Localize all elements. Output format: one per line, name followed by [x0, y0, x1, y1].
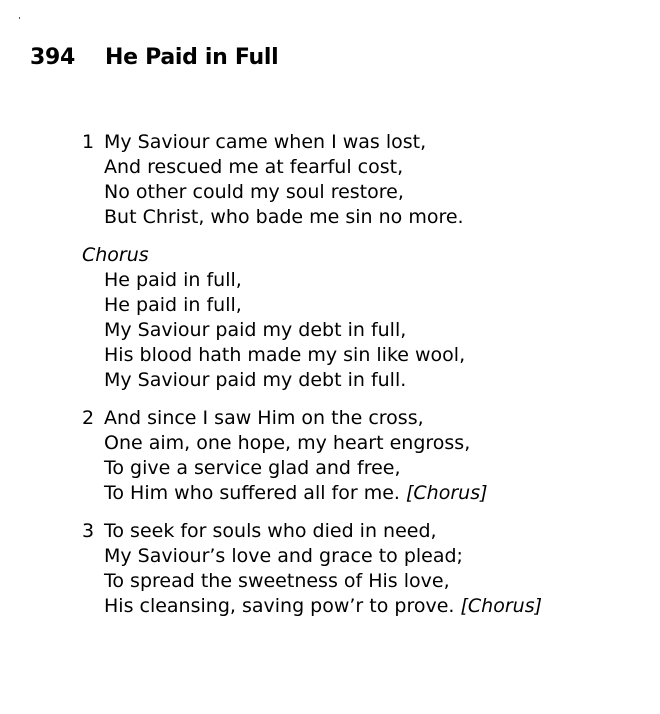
- verse-number: 1: [82, 131, 95, 153]
- chorus-heading: Chorus: [82, 244, 149, 266]
- chorus-line: His blood hath made my sin like wool,: [104, 344, 466, 366]
- verse-line: But Christ, who bade me sin no more.: [104, 206, 464, 228]
- verse-line: My Saviour’s love and grace to plead;: [104, 545, 463, 567]
- verse-3: [82, 519, 542, 619]
- hymn-header: [30, 45, 278, 70]
- verse-line: One aim, one hope, my heart engross,: [104, 432, 471, 454]
- verse-line: And rescued me at fearful cost,: [104, 156, 404, 178]
- chorus-reference: [Chorus]: [406, 482, 488, 504]
- chorus-line: He paid in full,: [104, 269, 242, 291]
- hymn-title: He Paid in Full: [105, 45, 279, 70]
- verse-line: To give a service glad and free,: [104, 457, 401, 479]
- verse-line: No other could my soul restore,: [104, 181, 404, 203]
- chorus-reference: [Chorus]: [460, 595, 543, 617]
- verse-line: To seek for souls who died in need,: [104, 520, 437, 542]
- chorus-line: My Saviour paid my debt in full.: [104, 369, 407, 391]
- verse-line-text: To Him who suffered all for me.: [104, 482, 400, 504]
- scan-speck: [19, 17, 20, 19]
- hymn-number: 394: [30, 45, 76, 70]
- chorus-line: He paid in full,: [104, 294, 242, 316]
- verse-line: My Saviour came when I was lost,: [104, 131, 427, 153]
- verse-line-text: His cleansing, saving pow’r to prove.: [104, 595, 455, 617]
- verse-1: [82, 130, 464, 230]
- verse-number: 3: [82, 520, 95, 542]
- verse-line-with-chorus-ref: [82, 594, 542, 619]
- verse-line-with-chorus-ref: [82, 481, 488, 506]
- verse-line: And since I saw Him on the cross,: [104, 407, 424, 429]
- chorus: [82, 243, 465, 393]
- chorus-line: My Saviour paid my debt in full,: [104, 319, 407, 341]
- verse-2: [82, 406, 488, 506]
- verse-number: 2: [82, 407, 95, 429]
- verse-line: To spread the sweetness of His love,: [104, 570, 450, 592]
